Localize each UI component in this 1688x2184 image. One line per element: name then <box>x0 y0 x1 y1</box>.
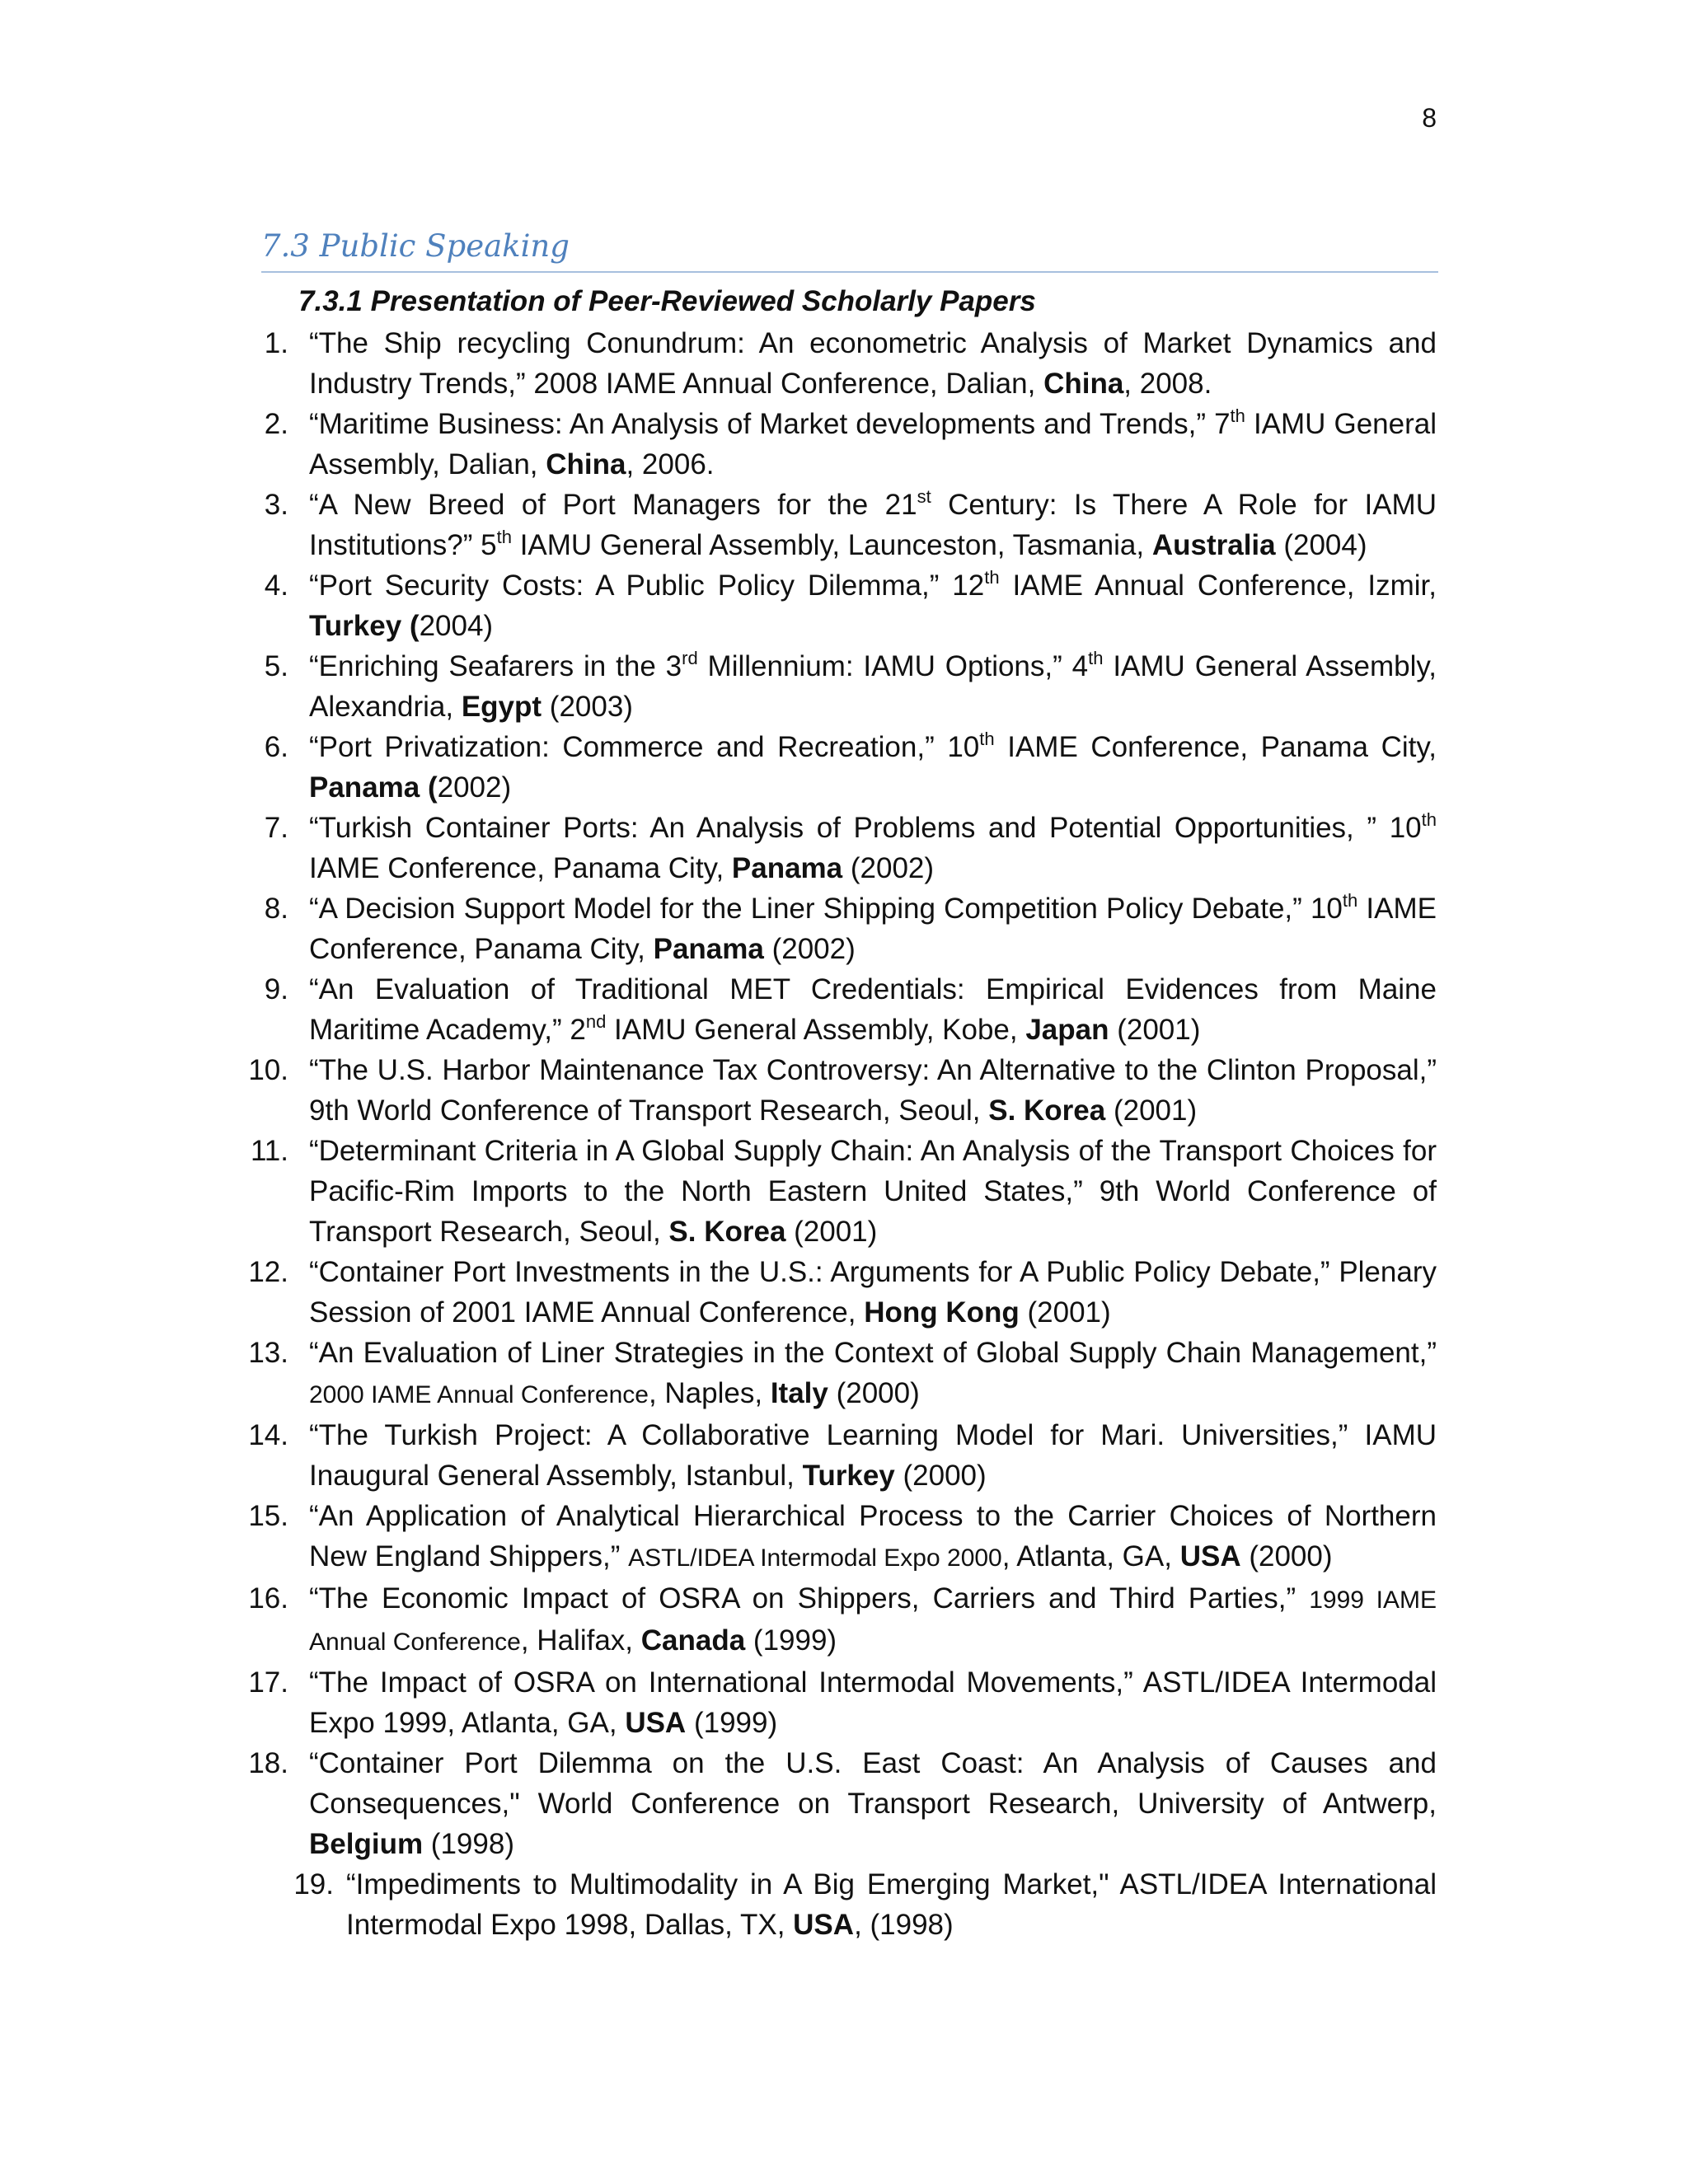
list-item-number: 16. <box>248 1582 288 1615</box>
list-item-text <box>309 1415 1437 1496</box>
text-run: “An Evaluation of Traditional MET Credentials: Empirical Evidences from Maine Maritime Academy,” 2 <box>309 973 1437 1046</box>
list-item-text <box>309 404 1437 485</box>
country-name: Australia <box>1151 529 1276 561</box>
text-run: “Determinant Criteria in A Global Supply Chain: An Analysis of the Transport Choices for Pacific-Rim Imports to the North Eastern United States,” 9th World Conference of Transport Research, Seoul, <box>309 1135 1437 1248</box>
list-item-text <box>309 808 1437 888</box>
list-item <box>0 1496 1688 1578</box>
list-item <box>0 323 1688 404</box>
text-run: IAME Annual Conference, Izmir, <box>999 569 1437 602</box>
text-run: (1999) <box>745 1624 837 1657</box>
list-item <box>0 646 1688 727</box>
text-run: “Impediments to Multimodality in A Big Emerging Market," ASTL/IDEA International Intermodal Expo 1998, Dallas, TX, <box>346 1868 1437 1941</box>
page-number: 8 <box>1422 103 1437 133</box>
text-run: (2000) <box>828 1377 920 1409</box>
text-run: (1998) <box>423 1828 514 1860</box>
country-name: Panama <box>653 933 764 965</box>
country-name: Panama ( <box>309 771 438 804</box>
ordinal-suffix: th <box>1421 809 1437 830</box>
list-item <box>0 1050 1688 1131</box>
list-item-text <box>309 1131 1437 1252</box>
text-run: (2001) <box>1109 1014 1201 1046</box>
list-item-number: 2. <box>264 408 288 440</box>
text-run: , Halifax, <box>520 1624 641 1657</box>
list-item-number: 1. <box>264 327 288 359</box>
list-item <box>0 1131 1688 1252</box>
text-run: Century: Is There A Role for IAMU Institutions?” 5 <box>309 489 1437 561</box>
country-name: China <box>546 448 626 480</box>
list-item-text <box>309 1662 1437 1743</box>
ordinal-suffix: th <box>1230 405 1245 426</box>
text-run: “The Economic Impact of OSRA on Shippers, Carriers and Third Parties,” <box>309 1582 1310 1615</box>
ordinal-suffix: rd <box>682 648 698 668</box>
text-run: “A New Breed of Port Managers for the 21 <box>309 489 917 521</box>
text-run: IAME Conference, Panama City, <box>309 893 1437 965</box>
list-item <box>0 1662 1688 1743</box>
text-run: (1999) <box>686 1707 778 1739</box>
text-run: (2000) <box>894 1460 987 1492</box>
section-heading: 7.3 Public Speaking <box>261 227 1438 273</box>
ordinal-suffix: th <box>984 567 1000 588</box>
list-item-text <box>309 1743 1437 1864</box>
text-run: IAMU General Assembly, Kobe, <box>606 1014 1026 1046</box>
list-item-number: 8. <box>264 893 288 925</box>
country-name: Turkey ( <box>309 610 420 642</box>
text-run: , Naples, <box>648 1377 771 1409</box>
list-item-number: 18. <box>248 1747 288 1779</box>
list-item <box>0 727 1688 808</box>
list-item-text <box>309 1333 1437 1415</box>
list-item-number: 10. <box>248 1054 288 1086</box>
list-item-number: 14. <box>248 1419 288 1451</box>
country-name: Egypt <box>461 691 542 723</box>
list-item <box>0 1252 1688 1333</box>
sub-heading: 7.3.1 Presentation of Peer-Reviewed Scholarly Papers <box>298 285 1036 317</box>
list-item-text <box>309 1496 1437 1578</box>
text-run: “Enriching Seafarers in the 3 <box>309 650 682 682</box>
list-item <box>0 888 1688 969</box>
text-run: (2003) <box>542 691 633 723</box>
text-run: (2000) <box>1240 1540 1333 1572</box>
list-item-text <box>309 485 1437 565</box>
list-item <box>0 485 1688 565</box>
list-item-text <box>309 646 1437 727</box>
country-name: China <box>1043 368 1124 400</box>
text-run: “Port Privatization: Commerce and Recreation,” 10 <box>309 731 980 763</box>
text-run: Millennium: IAMU Options,” 4 <box>697 650 1089 682</box>
country-name: Canada <box>640 1624 746 1657</box>
country-name: Italy <box>770 1377 828 1409</box>
list-item-number: 3. <box>264 489 288 521</box>
country-name: USA <box>793 1909 855 1941</box>
list-item-number: 5. <box>264 650 288 682</box>
list-item <box>0 1743 1688 1864</box>
text-run: IAMU General Assembly, Dalian, <box>309 408 1437 480</box>
country-name: USA <box>1179 1540 1241 1572</box>
ordinal-suffix: th <box>979 729 995 749</box>
text-run: (2004) <box>1275 529 1367 561</box>
list-item <box>0 808 1688 888</box>
small-text: 2000 IAME Annual Conference <box>309 1381 649 1408</box>
ordinal-suffix: nd <box>585 1011 607 1032</box>
list-item-number: 6. <box>264 731 288 763</box>
list-item <box>0 565 1688 646</box>
text-run: “Container Port Dilemma on the U.S. East Coast: An Analysis of Causes and Consequences," World Conference on Transport Research, University of Antwerp, <box>309 1747 1437 1820</box>
list-item-text <box>309 1578 1437 1662</box>
country-name: S. Korea <box>988 1094 1106 1127</box>
country-name: S. Korea <box>668 1216 786 1248</box>
text-run: 2004) <box>419 610 494 642</box>
text-run: (2002) <box>763 933 856 965</box>
list-item-number: 13. <box>248 1337 288 1369</box>
list-item-number: 9. <box>264 973 288 1005</box>
list-item-text <box>309 565 1437 646</box>
list-item-text <box>309 727 1437 808</box>
ordinal-suffix: th <box>496 527 512 547</box>
list-item <box>0 1333 1688 1415</box>
list-item-number: 19. <box>293 1868 334 1900</box>
ordinal-suffix: th <box>1088 648 1104 668</box>
country-name: Belgium <box>309 1828 424 1860</box>
text-run: , (1998) <box>854 1909 954 1941</box>
text-run: (2002) <box>842 852 935 884</box>
text-run: “Turkish Container Ports: An Analysis of Problems and Potential Opportunities, ” 10 <box>309 812 1422 844</box>
list-item-text <box>309 888 1437 969</box>
text-run: “The Turkish Project: A Collaborative Learning Model for Mari. Universities,” IAMU Inaugural General Assembly, Istanbul, <box>309 1419 1437 1492</box>
text-run: IAME Conference, Panama City, <box>309 852 732 884</box>
list-item-text <box>309 969 1437 1050</box>
text-run: (2001) <box>785 1216 878 1248</box>
text-run: IAMU General Assembly, Launceston, Tasmania, <box>511 529 1152 561</box>
list-item-text <box>309 1050 1437 1131</box>
text-run: “Container Port Investments in the U.S.: Arguments for A Public Policy Debate,” Plenary Session of 2001 IAME Annual Conference, <box>309 1256 1437 1329</box>
small-text: 1999 IAME Annual Conference <box>309 1586 1437 1656</box>
country-name: Japan <box>1025 1014 1109 1046</box>
text-run: “Maritime Business: An Analysis of Market developments and Trends,” 7 <box>309 408 1231 440</box>
text-run: “The Ship recycling Conundrum: An econometric Analysis of Market Dynamics and Industry Trends,” 2008 IAME Annual Conference, Dalian, <box>309 327 1437 400</box>
list-item-number: 15. <box>248 1500 288 1532</box>
text-run: “An Application of Analytical Hierarchical Process to the Carrier Choices of Northern New England Shippers,” <box>309 1500 1437 1572</box>
text-run: (2001) <box>1019 1296 1111 1329</box>
list-item-number: 11. <box>250 1135 288 1167</box>
small-text: ASTL/IDEA Intermodal Expo 2000 <box>628 1544 1002 1572</box>
text-run: IAME Conference, Panama City, <box>994 731 1437 763</box>
list-item <box>0 404 1688 485</box>
list-item <box>0 969 1688 1050</box>
text-run: 2002) <box>437 771 512 804</box>
country-name: USA <box>625 1707 687 1739</box>
list-item <box>0 1415 1688 1496</box>
text-run: “An Evaluation of Liner Strategies in the Context of Global Supply Chain Management,” <box>309 1337 1437 1369</box>
list-item-number: 17. <box>248 1666 288 1699</box>
text-run: “A Decision Support Model for the Liner Shipping Competition Policy Debate,” 10 <box>309 893 1343 925</box>
ordinal-suffix: th <box>1342 890 1358 911</box>
country-name: Turkey <box>802 1460 895 1492</box>
text-run: , 2006. <box>626 448 715 480</box>
list-item <box>0 1864 1688 1945</box>
list-item-number: 4. <box>264 569 288 602</box>
text-run: IAMU General Assembly, Alexandria, <box>309 650 1437 723</box>
presentation-list <box>0 323 1688 1945</box>
ordinal-suffix: st <box>917 486 931 507</box>
country-name: Panama <box>731 852 843 884</box>
text-run: “The Impact of OSRA on International Intermodal Movements,” ASTL/IDEA Intermodal Expo 1999, Atlanta, GA, <box>309 1666 1437 1739</box>
text-run: , 2008. <box>1123 368 1212 400</box>
text-run: “Port Security Costs: A Public Policy Dilemma,” 12 <box>309 569 985 602</box>
country-name: Hong Kong <box>864 1296 1020 1329</box>
list-item-text <box>346 1864 1437 1945</box>
text-run: “The U.S. Harbor Maintenance Tax Controversy: An Alternative to the Clinton Proposal,” 9th World Conference of Transport Research, Seoul, <box>309 1054 1437 1127</box>
list-item <box>0 1578 1688 1662</box>
list-item-number: 7. <box>264 812 288 844</box>
text-run: , Atlanta, GA, <box>1001 1540 1180 1572</box>
text-run: (2001) <box>1105 1094 1198 1127</box>
list-item-text <box>309 1252 1437 1333</box>
list-item-text <box>309 323 1437 404</box>
list-item-number: 12. <box>248 1256 288 1288</box>
